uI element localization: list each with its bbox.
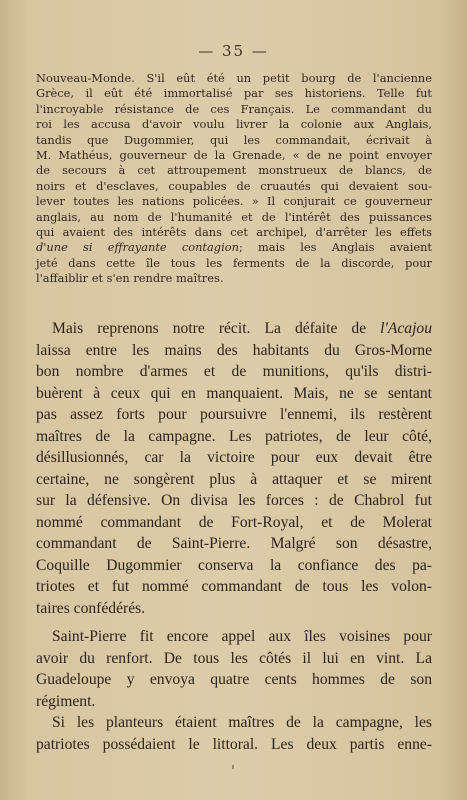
italic-phrase: d'une si effrayante contagion bbox=[36, 240, 239, 255]
note-line-rest: ; mais les Anglais avaient bbox=[238, 240, 432, 255]
paragraph-1-line: maîtres de la campagne. Les patriotes, de leur côté, bbox=[36, 427, 432, 445]
paragraph-1-line bbox=[36, 318, 432, 340]
paragraph-2-line: régiment. bbox=[36, 692, 96, 710]
note-line: anglais, au nom de l'humanité et de l'intérêt des puissances bbox=[36, 209, 432, 224]
paragraph-1-line: désillusionnés, car la victoire pour eux devait être bbox=[36, 449, 432, 466]
paragraph-1-line: commandant de Saint-Pierre. Malgré son désastre, bbox=[36, 535, 432, 552]
main-text bbox=[36, 318, 432, 755]
paragraph-1-line: laissa entre les mains des habitants du Gros-Morne bbox=[36, 341, 432, 359]
note-line: de secours à cet attroupement monstrueux de blancs, de bbox=[36, 163, 432, 178]
text-run: Mais reprenons notre récit. La défaite de bbox=[52, 320, 381, 337]
note-line: noirs et d'esclaves, coupables de cruautés qui devaient sou- bbox=[36, 178, 432, 193]
note-line: M. Mathéus, gouverneur de la Grenade, « de ne point envoyer bbox=[36, 148, 432, 163]
note-line: Grèce, il eût été immortalisé par ses historiens. Telle fut bbox=[36, 86, 432, 101]
paragraph-1-line: taires confédérés. bbox=[36, 599, 146, 617]
note-line: qui avaient des intérêts dans cet archipel, d'arrêter les effets bbox=[36, 225, 432, 240]
paragraph-gap bbox=[36, 619, 432, 626]
paragraph-1-line: Coquille Dugommier conserva la confiance des pa- bbox=[36, 556, 432, 574]
note-line: l'affaiblir et s'en rendre maîtres. bbox=[36, 271, 224, 286]
note-line: tandis que Dugommier, qui les commandait, écrivait à bbox=[36, 132, 432, 147]
page-number: — 35 — bbox=[198, 42, 269, 60]
paragraph-2-line: Saint-Pierre fit encore appel aux îles voisines pour bbox=[52, 628, 432, 645]
footnote-block bbox=[36, 71, 432, 287]
note-line-italic bbox=[36, 240, 432, 255]
paragraph-1-line: pas assez forts pour poursuivre l'ennemi, ils restèrent bbox=[36, 406, 432, 423]
paragraph-1-line: buèrent à ceux qui en manquaient. Mais, ne se sentant bbox=[36, 384, 432, 402]
note-line: Nouveau-Monde. S'il eût été un petit bourg de l'ancienne bbox=[36, 71, 432, 85]
paragraph-1-line: bon nombre d'armes et de munitions, qu'ils distri- bbox=[36, 363, 432, 380]
paragraph-2-line: Guadeloupe y envoya quatre cents hommes de son bbox=[36, 671, 432, 688]
note-line: lever toutes les nations policées. » Il conjurait ce gouverneur bbox=[36, 194, 432, 209]
paragraph-1-line: certaine, ne songèrent plus à attaquer et se mirent bbox=[36, 470, 432, 488]
paragraph-1-line: triotes et fut nommé commandant de tous les volon- bbox=[36, 578, 432, 595]
print-mark bbox=[232, 765, 234, 769]
ship-name: l'Acajou bbox=[380, 320, 432, 337]
note-line: jeté dans cette île tous les ferments de la discorde, pour bbox=[36, 255, 432, 270]
note-line: l'incroyable résistance de ces Français. Le commandant du bbox=[36, 101, 432, 116]
paragraph-1-line: sur la défensive. On divisa les forces : de Chabrol fut bbox=[36, 492, 432, 509]
paragraph-2-line: avoir du renfort. De tous les côtés il lui en vint. La bbox=[36, 649, 432, 667]
note-line: roi les accusa d'avoir voulu livrer la colonie aux Anglais, bbox=[36, 117, 432, 132]
paragraph-3-line: Si les planteurs étaient maîtres de la campagne, les bbox=[52, 714, 432, 731]
paragraph-3-line: patriotes possédaient le littoral. Les deux partis enne- bbox=[36, 735, 432, 753]
paragraph-1-line: nommé commandant de Fort-Royal, et de Molerat bbox=[36, 513, 432, 531]
